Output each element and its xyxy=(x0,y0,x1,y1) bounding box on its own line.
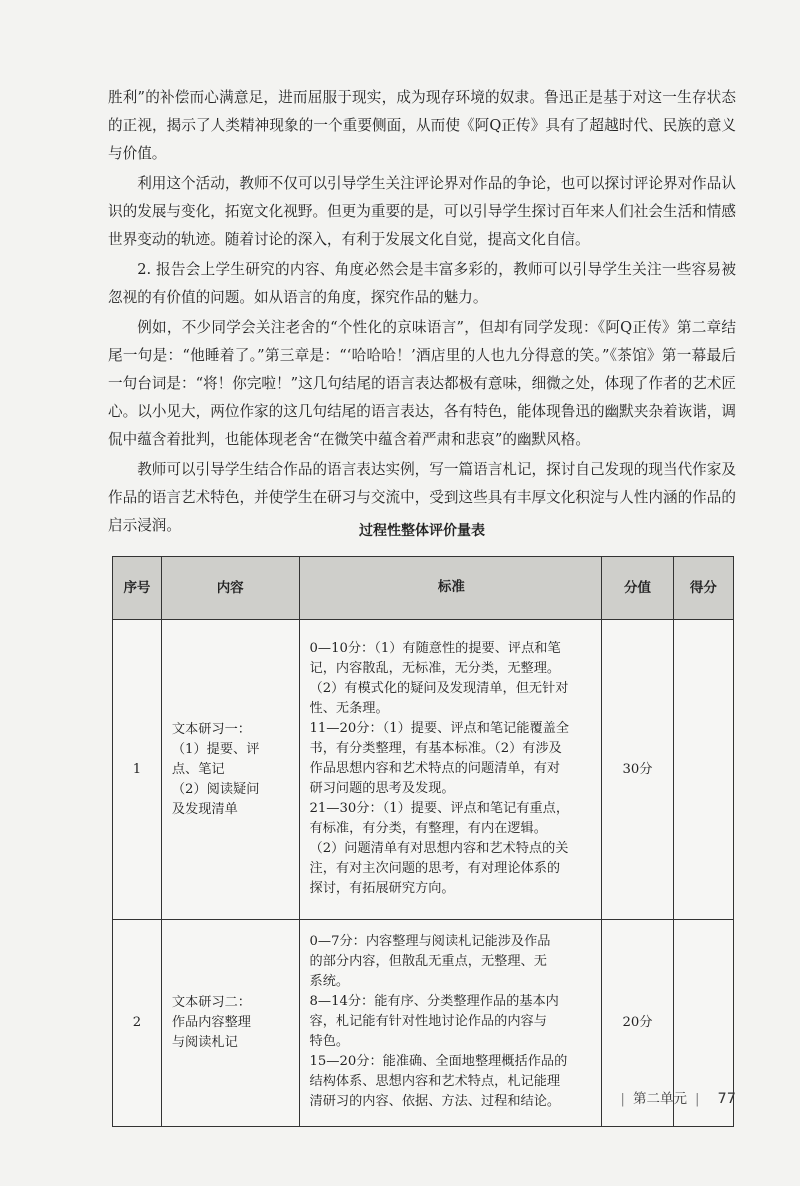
content-line: （1）提要、评 xyxy=(171,741,260,757)
standard-line: 研习问题的思考及发现。 xyxy=(309,780,455,796)
standard-line: 21—30分：（1）提要、评点和笔记有重点， xyxy=(309,800,570,816)
row-number: 2 xyxy=(113,920,162,1127)
header-number: 序号 xyxy=(113,557,162,620)
standard-line: 探讨，有拓展研究方向。 xyxy=(309,880,455,896)
row-score: 20分 xyxy=(602,920,674,1127)
standard-line: 结构体系、思想内容和艺术特点，札记能理 xyxy=(309,1074,561,1089)
footer-divider: | xyxy=(694,1091,700,1107)
row-score: 30分 xyxy=(602,620,674,920)
row-number: 1 xyxy=(113,620,162,920)
paragraph-5: 教师可以引导学生结合作品的语言表达实例，写一篇语言札记，探讨自己发现的现当代作家及作品的语言艺术特色，并使学生在研习与交流中，受到这些具有丰厚文化积淀与人性内涵的作品的启示浸润。 xyxy=(108,461,736,534)
row-content xyxy=(161,920,299,1127)
standard-line: 特色。 xyxy=(309,1034,350,1049)
standard-line: 系统。 xyxy=(309,974,350,989)
content-line: 作品内容整理 xyxy=(171,1015,251,1030)
content-line: 与阅读札记 xyxy=(171,1035,238,1050)
header-standard: 标准 xyxy=(299,557,602,620)
header-score: 分值 xyxy=(602,557,674,620)
standard-line: 作品思想内容和艺术特点的问题清单，有对 xyxy=(309,760,561,776)
row-got xyxy=(673,620,733,920)
content-line: 及发现清单 xyxy=(171,801,238,817)
row-standard xyxy=(299,620,602,920)
footer-unit: 第二单元 xyxy=(632,1091,687,1107)
standard-line: 8—14分：能有序、分类整理作品的基本内 xyxy=(309,994,559,1009)
content-line: 文本研习二： xyxy=(171,995,251,1010)
content-line: （2）阅读疑问 xyxy=(171,781,260,797)
standard-line: 的部分内容，但散乱无重点，无整理、无 xyxy=(309,954,547,969)
table-title: 过程性整体评价量表 xyxy=(359,523,485,539)
row-content xyxy=(161,620,299,920)
standard-line: 有标准，有分类，有整理，有内在逻辑。 xyxy=(309,820,547,836)
paragraph-4: 例如，不少同学会关注老舍的“个性化的京味语言”，但却有同学发现：《阿Q正传》第二章结尾一句是：“他睡着了。”第三章是：“‘哈哈哈！’酒店里的人也九分得意的笑。”《茶馆》第一幕最后一句台词是：“将！你完啦！”这几句结尾的语言表达都极有意味，细微之处，体现了作者的艺术匠心。以小见大，两位作家的这几句结尾的语言表达，各有特色，能体现鲁迅的幽默夹杂着诙谐，调侃中蕴含着批判，也能体现老舍“在微笑中蕴含着严肃和悲哀”的幽默风格。 xyxy=(108,319,736,448)
standard-line: 容，札记能有针对性地讨论作品的内容与 xyxy=(309,1014,547,1029)
standard-line: 书，有分类整理，有基本标准。（2）有涉及 xyxy=(309,740,562,756)
paragraph-2: 利用这个活动，教师不仅可以引导学生关注评论界对作品的争论，也可以探讨评论界对作品认识的发展与变化，拓宽文化视野。但更为重要的是，可以引导学生探讨百年来人们社会生活和情感世界变动的轨迹。随着讨论的深入，有利于发展文化自觉，提高文化自信。 xyxy=(108,175,736,248)
footer-divider: | xyxy=(620,1091,625,1107)
page-footer xyxy=(612,1087,736,1107)
header-got: 得分 xyxy=(673,557,733,620)
paragraph-1: 胜利”的补偿而心满意足，进而屈服于现实，成为现存环境的奴隶。鲁迅正是基于对这一生存状态的正视，揭示了人类精神现象的一个重要侧面，从而使《阿Q正传》具有了超越时代、民族的意义与价值。 xyxy=(108,89,736,162)
evaluation-table xyxy=(112,556,734,1127)
standard-line: （2）问题清单有对思想内容和艺术特点的关 xyxy=(309,840,569,856)
standard-line: 0—7分：内容整理与阅读札记能涉及作品 xyxy=(309,934,551,949)
content-line: 文本研习一： xyxy=(171,721,251,737)
standard-line: 15—20分：能准确、全面地整理概括作品的 xyxy=(309,1054,568,1069)
standard-line: 0—10分：（1）有随意性的提要、评点和笔 xyxy=(309,640,561,656)
table-row xyxy=(113,620,734,920)
standard-line: （2）有模式化的疑问及发现清单，但无针对 xyxy=(309,680,569,696)
page-number: 77 xyxy=(717,1091,736,1107)
standard-line: 注，有对主次问题的思考，有对理论体系的 xyxy=(309,860,561,876)
standard-line: 记，内容散乱，无标准，无分类，无整理。 xyxy=(309,660,561,676)
table-header-row xyxy=(113,557,734,620)
content-line: 点、笔记 xyxy=(171,761,225,777)
header-content: 内容 xyxy=(161,557,299,620)
paragraph-3: 2. 报告会上学生研究的内容、角度必然会是丰富多彩的，教师可以引导学生关注一些容易被忽视的有价值的问题。如从语言的角度，探究作品的魅力。 xyxy=(108,261,736,306)
standard-line: 11—20分：（1）提要、评点和笔记能覆盖全 xyxy=(309,720,570,736)
body-text xyxy=(108,84,736,542)
row-standard xyxy=(299,920,602,1127)
standard-line: 清研习的内容、依据、方法、过程和结论。 xyxy=(309,1094,561,1109)
standard-line: 性、无条理。 xyxy=(309,700,389,716)
